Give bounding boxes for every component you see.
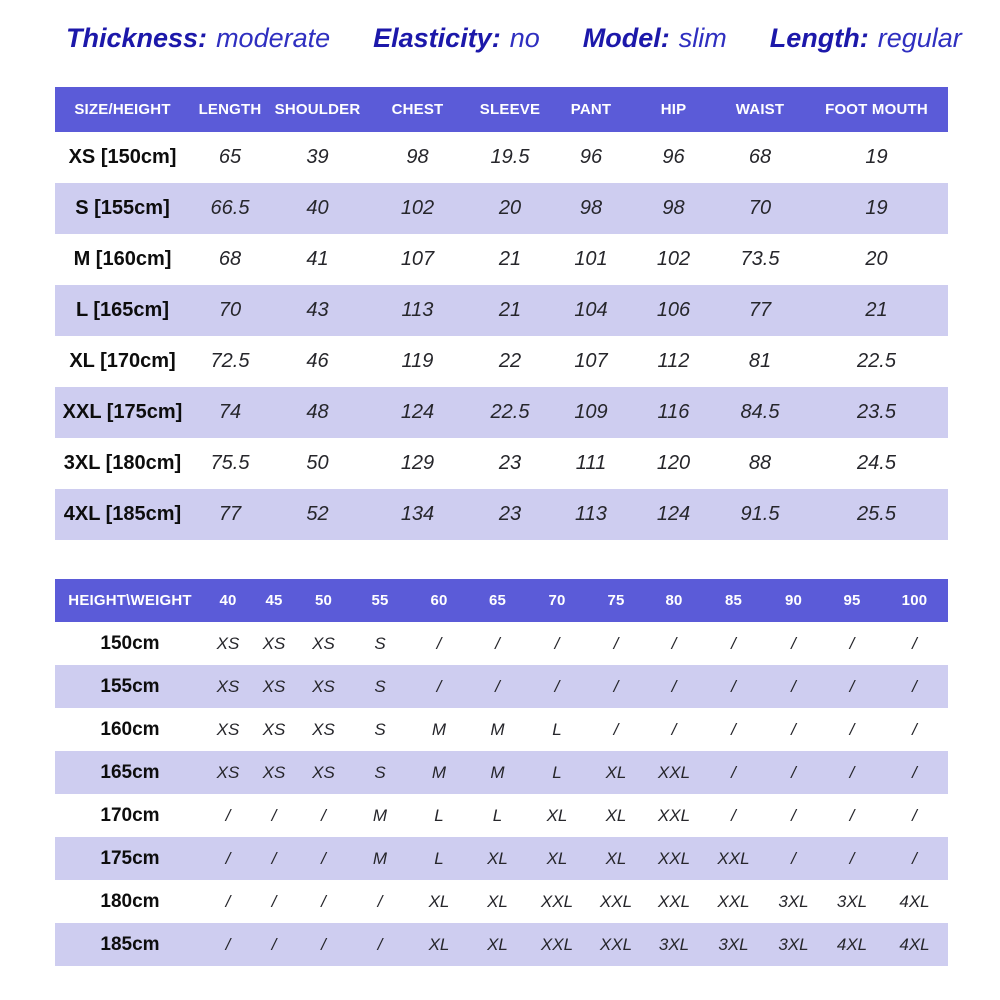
- cell-value: 111: [575, 452, 607, 474]
- cell-value: /: [205, 837, 251, 880]
- row-label: XS [150cm]: [68, 146, 177, 168]
- row-label: 185cm: [55, 923, 205, 966]
- attribute-thickness: [66, 23, 330, 54]
- cell-value: 19: [865, 146, 888, 168]
- column-header: PANT: [550, 87, 632, 132]
- cell-value: XXL: [703, 837, 764, 880]
- cell-value: 48: [270, 387, 365, 438]
- cell-value: 52: [270, 489, 365, 540]
- cell-value: 77: [715, 285, 805, 336]
- row-label: L [165cm]: [55, 285, 190, 336]
- table-row: [55, 665, 948, 708]
- column-header: 70: [527, 579, 587, 622]
- cell-value: 96: [662, 146, 685, 168]
- cell-value: L: [410, 837, 468, 880]
- cell-value: /: [527, 665, 587, 708]
- row-label: 170cm: [100, 804, 160, 826]
- cell-value: S: [374, 719, 386, 739]
- cell-value: 124: [632, 489, 715, 540]
- cell-value: 3XL: [778, 891, 809, 911]
- cell-value: /: [587, 665, 645, 708]
- cell-value: /: [881, 751, 948, 794]
- size-table-header-row: [55, 87, 948, 132]
- row-label: 180cm: [100, 890, 160, 912]
- cell-value: /: [731, 719, 736, 739]
- cell-value: /: [613, 633, 619, 653]
- row-label: 155cm: [55, 665, 205, 708]
- cell-value: /: [764, 751, 823, 794]
- row-label: 175cm: [55, 837, 205, 880]
- cell-value: XXL: [540, 891, 574, 911]
- table-row: [55, 794, 948, 837]
- cell-value: /: [671, 719, 677, 739]
- cell-value: XS: [205, 751, 251, 794]
- row-label: S [155cm]: [55, 183, 190, 234]
- table-row: [55, 438, 948, 489]
- cell-value: /: [495, 633, 500, 653]
- cell-value: XL: [527, 837, 587, 880]
- table-row: [55, 622, 948, 665]
- cell-value: 21: [805, 285, 948, 336]
- row-label: M [160cm]: [73, 248, 172, 270]
- cell-value: /: [764, 837, 823, 880]
- cell-value: 23: [470, 489, 550, 540]
- table-row: [55, 880, 948, 923]
- table-row: [55, 285, 948, 336]
- column-header: HIP: [632, 87, 715, 132]
- cell-value: 98: [632, 183, 715, 234]
- cell-value: 4XL: [881, 923, 948, 966]
- column-header: 90: [764, 579, 823, 622]
- cell-value: /: [703, 751, 764, 794]
- cell-value: L: [527, 751, 587, 794]
- cell-value: 102: [365, 183, 470, 234]
- cell-value: 75.5: [210, 452, 250, 474]
- cell-value: M: [490, 719, 505, 739]
- cell-value: /: [350, 923, 410, 966]
- cell-value: 109: [550, 387, 632, 438]
- cell-value: 68: [748, 146, 772, 168]
- product-attributes-bar: [66, 23, 1000, 54]
- cell-value: /: [731, 805, 736, 825]
- cell-value: 19.5: [490, 146, 530, 168]
- cell-value: /: [251, 923, 297, 966]
- cell-value: XL: [428, 891, 450, 911]
- column-header: WAIST: [715, 87, 805, 132]
- cell-value: 24.5: [857, 452, 896, 474]
- cell-value: 107: [574, 350, 608, 372]
- cell-value: M: [410, 751, 468, 794]
- cell-value: 106: [632, 285, 715, 336]
- cell-value: 113: [365, 285, 470, 336]
- column-header: 85: [703, 579, 764, 622]
- cell-value: M: [350, 837, 410, 880]
- cell-value: XL: [587, 751, 645, 794]
- cell-value: 134: [365, 489, 470, 540]
- attribute-label: Elasticity:: [373, 23, 501, 53]
- cell-value: /: [912, 805, 917, 825]
- table-row: [55, 183, 948, 234]
- cell-value: 23: [498, 452, 522, 474]
- cell-value: XS: [312, 719, 335, 739]
- cell-value: S: [350, 751, 410, 794]
- cell-value: XXL: [717, 891, 750, 911]
- cell-value: XXL: [657, 805, 691, 825]
- cell-value: 50: [306, 452, 329, 474]
- cell-value: S: [374, 633, 386, 653]
- cell-value: 112: [657, 350, 690, 372]
- cell-value: 73.5: [740, 248, 780, 270]
- cell-value: /: [205, 923, 251, 966]
- cell-value: 46: [306, 350, 329, 372]
- cell-value: 81: [748, 350, 772, 372]
- cell-value: XL: [468, 837, 527, 880]
- column-header: 40: [205, 579, 251, 622]
- cell-value: XS: [216, 633, 240, 653]
- cell-value: L: [492, 805, 503, 825]
- column-header: FOOT MOUTH: [805, 87, 948, 132]
- column-header: 75: [587, 579, 645, 622]
- row-label: 3XL [180cm]: [63, 452, 182, 474]
- cell-value: XS: [251, 751, 297, 794]
- cell-value: /: [849, 719, 855, 739]
- table-row: [55, 336, 948, 387]
- column-header: LENGTH: [190, 87, 270, 132]
- cell-value: /: [849, 633, 855, 653]
- column-header: SHOULDER: [270, 87, 365, 132]
- cell-value: XS: [262, 719, 286, 739]
- cell-value: /: [791, 719, 796, 739]
- column-header: 55: [350, 579, 410, 622]
- height-weight-size-table: [55, 579, 948, 966]
- cell-value: 39: [306, 146, 329, 168]
- table-row: [55, 489, 948, 540]
- cell-value: 113: [550, 489, 632, 540]
- cell-value: XXL: [527, 923, 587, 966]
- row-label: 150cm: [100, 632, 160, 654]
- row-label: XXL [175cm]: [55, 387, 190, 438]
- cell-value: 88: [748, 452, 772, 474]
- cell-value: /: [271, 891, 277, 911]
- cell-value: /: [321, 891, 326, 911]
- column-header: SLEEVE: [470, 87, 550, 132]
- attribute-label: Thickness:: [66, 23, 208, 53]
- cell-value: 22.5: [470, 387, 550, 438]
- column-header: 100: [881, 579, 948, 622]
- cell-value: XS: [216, 719, 240, 739]
- cell-value: /: [613, 719, 619, 739]
- cell-value: 74: [190, 387, 270, 438]
- column-header: HEIGHT\WEIGHT: [55, 579, 205, 622]
- cell-value: 70: [715, 183, 805, 234]
- cell-value: /: [645, 665, 703, 708]
- cell-value: 107: [400, 248, 435, 270]
- cell-value: 40: [270, 183, 365, 234]
- attribute-value: regular: [877, 23, 962, 53]
- cell-value: /: [881, 665, 948, 708]
- cell-value: XXL: [587, 923, 645, 966]
- cell-value: 3XL: [645, 923, 703, 966]
- cell-value: 91.5: [715, 489, 805, 540]
- cell-value: /: [251, 837, 297, 880]
- cell-value: /: [671, 633, 677, 653]
- cell-value: /: [436, 633, 442, 653]
- cell-value: /: [321, 805, 326, 825]
- cell-value: 22.5: [857, 350, 896, 372]
- cell-value: 21: [498, 248, 522, 270]
- cell-value: XL: [487, 891, 508, 911]
- cell-value: 25.5: [805, 489, 948, 540]
- attribute-elasticity: [373, 23, 540, 54]
- attribute-label: Model:: [582, 23, 670, 53]
- cell-value: XS: [251, 665, 297, 708]
- row-label: 165cm: [55, 751, 205, 794]
- attribute-value: moderate: [216, 23, 331, 53]
- cell-value: /: [791, 633, 796, 653]
- cell-value: 119: [401, 350, 434, 372]
- cell-value: /: [554, 633, 560, 653]
- cell-value: /: [823, 837, 881, 880]
- cell-value: /: [271, 805, 277, 825]
- cell-value: 43: [270, 285, 365, 336]
- table-row: [55, 132, 948, 183]
- cell-value: 102: [656, 248, 691, 270]
- cell-value: /: [849, 805, 855, 825]
- cell-value: XXL: [645, 837, 703, 880]
- cell-value: 77: [190, 489, 270, 540]
- cell-value: 23.5: [805, 387, 948, 438]
- cell-value: XS: [312, 633, 335, 653]
- attribute-model: [583, 23, 727, 54]
- table-row: [55, 923, 948, 966]
- size-measurement-table: [55, 87, 948, 540]
- cell-value: 68: [218, 248, 242, 270]
- cell-value: 19: [805, 183, 948, 234]
- cell-value: 124: [365, 387, 470, 438]
- table-row: [55, 751, 948, 794]
- cell-value: M: [468, 751, 527, 794]
- cell-value: 101: [574, 248, 608, 270]
- column-header: 45: [251, 579, 297, 622]
- column-header: 95: [823, 579, 881, 622]
- column-header: 60: [410, 579, 468, 622]
- cell-value: /: [764, 665, 823, 708]
- cell-value: XS: [297, 751, 350, 794]
- cell-value: /: [410, 665, 468, 708]
- cell-value: 3XL: [836, 891, 868, 911]
- cell-value: 22: [498, 350, 522, 372]
- attribute-value: no: [509, 23, 540, 53]
- cell-value: /: [225, 805, 231, 825]
- cell-value: /: [377, 891, 383, 911]
- cell-value: 120: [656, 452, 691, 474]
- cell-value: /: [297, 923, 350, 966]
- table-row: [55, 234, 948, 285]
- cell-value: 72.5: [210, 350, 250, 372]
- cell-value: /: [297, 837, 350, 880]
- cell-value: /: [823, 665, 881, 708]
- cell-value: 4XL: [823, 923, 881, 966]
- table-row: [55, 708, 948, 751]
- cell-value: XXL: [599, 891, 633, 911]
- cell-value: 104: [550, 285, 632, 336]
- cell-value: 20: [470, 183, 550, 234]
- cell-value: XL: [605, 805, 627, 825]
- cell-value: L: [434, 805, 444, 825]
- cell-value: /: [912, 719, 917, 739]
- cell-value: XS: [205, 665, 251, 708]
- cell-value: 3XL: [703, 923, 764, 966]
- cell-value: /: [468, 665, 527, 708]
- cell-value: XL: [546, 805, 568, 825]
- cell-value: L: [552, 719, 562, 739]
- cell-value: 129: [400, 452, 435, 474]
- cell-value: /: [912, 633, 917, 653]
- cell-value: XL: [410, 923, 468, 966]
- cell-value: 41: [306, 248, 329, 270]
- column-header: SIZE/HEIGHT: [55, 87, 190, 132]
- cell-value: /: [881, 837, 948, 880]
- column-header: 50: [297, 579, 350, 622]
- column-header: 80: [645, 579, 703, 622]
- cell-value: 66.5: [190, 183, 270, 234]
- cell-value: 65: [218, 146, 242, 168]
- cell-value: 96: [579, 146, 603, 168]
- attribute-length: [770, 23, 962, 54]
- cell-value: XS: [262, 633, 286, 653]
- height-weight-header-row: [55, 579, 948, 622]
- table-row: [55, 837, 948, 880]
- row-label: 160cm: [100, 718, 160, 740]
- cell-value: /: [225, 891, 231, 911]
- cell-value: 98: [406, 146, 429, 168]
- cell-value: S: [350, 665, 410, 708]
- cell-value: 20: [865, 248, 888, 270]
- cell-value: XXL: [645, 751, 703, 794]
- cell-value: 84.5: [715, 387, 805, 438]
- cell-value: /: [703, 665, 764, 708]
- row-label: 4XL [185cm]: [55, 489, 190, 540]
- cell-value: M: [431, 719, 447, 739]
- attribute-label: Length:: [769, 23, 869, 53]
- cell-value: /: [731, 633, 736, 653]
- cell-value: /: [791, 805, 796, 825]
- cell-value: 3XL: [764, 923, 823, 966]
- cell-value: /: [823, 751, 881, 794]
- cell-value: 4XL: [899, 891, 930, 911]
- cell-value: 21: [470, 285, 550, 336]
- column-header: CHEST: [365, 87, 470, 132]
- cell-value: 98: [550, 183, 632, 234]
- cell-value: 70: [190, 285, 270, 336]
- cell-value: XS: [297, 665, 350, 708]
- cell-value: XL: [587, 837, 645, 880]
- cell-value: M: [372, 805, 388, 825]
- column-header: 65: [468, 579, 527, 622]
- attribute-value: slim: [678, 23, 727, 53]
- cell-value: XXL: [657, 891, 691, 911]
- cell-value: XL: [468, 923, 527, 966]
- row-label: XL [170cm]: [69, 350, 176, 372]
- cell-value: 116: [632, 387, 715, 438]
- table-row: [55, 387, 948, 438]
